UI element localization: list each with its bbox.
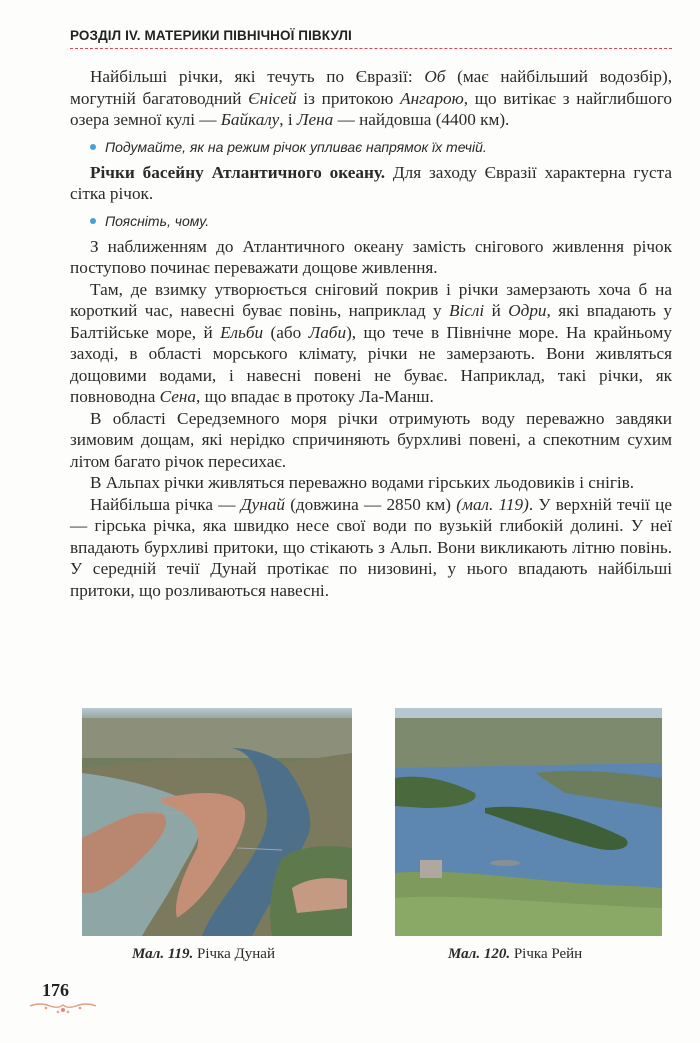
paragraph-atlantic-basin: Річки басейну Атлантичного океану. Для заходу Євразії характерна густа сітка річок.	[70, 162, 672, 203]
bullet-icon	[90, 144, 96, 150]
floral-ornament-icon	[28, 1000, 98, 1016]
figure-caption-119: Мал. 119. Річка Дунай	[132, 946, 275, 962]
danube-photo	[82, 708, 352, 936]
question-prompt: Подумайте, як на режим річок упливає напрямок їх течій.	[90, 137, 672, 157]
rhine-photo	[395, 708, 662, 936]
paragraph-rain-feeding: З наближенням до Атлантичного океану замість снігового живлення річок поступово починає переважати дощове живлення.	[70, 236, 672, 277]
figure-caption-120: Мал. 120. Річка Рейн	[448, 946, 583, 962]
page-content	[70, 66, 672, 601]
question-prompt: Поясніть, чому.	[90, 211, 672, 231]
page-number: 176	[42, 980, 69, 1000]
paragraph-mediterranean: В області Середземного моря річки отримують воду переважно завдяки зимовим дощам, які нерідко спричиняють бурхливі повені, а спекотним сухим літом багато річок пересихає.	[70, 408, 672, 471]
chapter-header: РОЗДІЛ IV. МАТЕРИКИ ПІВНІЧНОЇ ПІВКУЛІ	[70, 28, 672, 49]
paragraph-danube: Найбільша річка — Дунай (довжина — 2850 км) (мал. 119). У верхній течії це — гірська річка, яка швидко несе свої води по вузькій глибокій долині. У неї впадають бурхливі притоки, що стікають з Альп. Вони викликають літню повінь. У середній течії Дунай протікає по низовині, у нього впадають найбільші притоки, що розливаються навесні.	[70, 494, 672, 600]
paragraph-largest-rivers: Найбільші річки, які течуть по Євразії: Об (має найбільший водозбір), могутній багатоводний Єнісей із притокою Ангарою, що витікає з найглибшого озера земної кулі — Байкалу, і Лена — найдовша (4400 км).	[70, 67, 673, 129]
bullet-icon	[90, 218, 96, 224]
section-heading: Річки басейну Атлантичного океану.	[90, 162, 386, 182]
figures-row	[82, 708, 662, 936]
paragraph-floods: Там, де взимку утворюється сніговий покрив і річки замерзають хоча б на короткий час, навесні буває повінь, наприклад у Віслі й Одри, які впадають у Балтійське море, й Ельби (або Лаби), що тече в Північне море. На крайньому заході, в області морського клімату, річки не замерзають. Вони живляться дощовими водами, і навесні повені не буває. Наприклад, такі річки, як повноводна Сена, що впадає в протоку Ла-Манш.	[70, 279, 672, 406]
paragraph-alps: В Альпах річки живляться переважно водами гірських льодовиків і снігів.	[90, 473, 635, 492]
